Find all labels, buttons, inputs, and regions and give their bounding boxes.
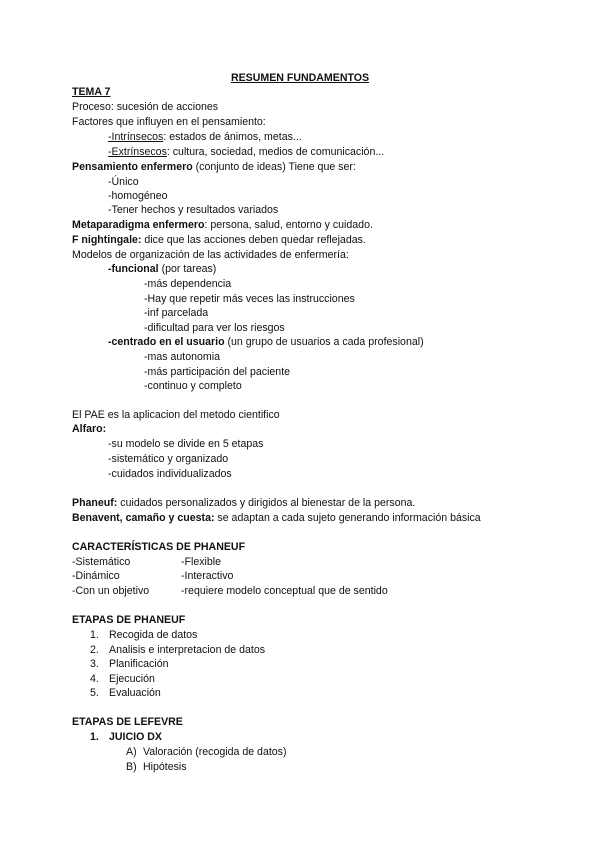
funcional-item: -más dependencia <box>144 278 232 290</box>
pensamiento-item: -Tener hechos y resultados variados <box>108 204 279 216</box>
list-number: 1. <box>90 629 99 641</box>
funcional-item: -dificultad para ver los riesgos <box>144 322 285 334</box>
usuario-item: -mas autonomia <box>144 351 220 363</box>
modelos-intro: Modelos de organización de las actividades de enfermería: <box>72 249 349 261</box>
etapa-phaneuf-item <box>90 657 168 672</box>
etapa-phaneuf-item <box>90 686 161 701</box>
funcional-line <box>108 262 216 277</box>
pensamiento-line <box>72 160 356 175</box>
list-text: JUICIO DX <box>109 731 162 743</box>
caracteristica-left: -Sistemático <box>72 556 131 568</box>
extrinsecos-label: -Extrínsecos <box>108 146 167 158</box>
funcional-text: (por tareas) <box>158 263 217 275</box>
phaneuf-label: Phaneuf: <box>72 497 118 509</box>
alfaro-item: -cuidados individualizados <box>108 468 232 480</box>
funcional-label: -funcional <box>108 263 159 275</box>
nightingale-label: F nightingale: <box>72 234 142 246</box>
nightingale-line <box>72 233 366 248</box>
caracteristica-right: -requiere modelo conceptual que de sentido <box>181 585 388 597</box>
lefevre-item <box>90 730 162 745</box>
list-text: Recogida de datos <box>109 629 198 641</box>
lefevre-subitem <box>126 745 287 760</box>
alfaro-item: -sistemático y organizado <box>108 453 229 465</box>
list-text: Ejecución <box>109 673 155 685</box>
list-text: Planificación <box>109 658 169 670</box>
pensamiento-label: Pensamiento enfermero <box>72 161 193 173</box>
intrinsecos-text: : estados de ánimos, metas... <box>163 131 302 143</box>
funcional-item: -inf parcelada <box>144 307 209 319</box>
list-text: Analisis e interpretacion de datos <box>109 644 266 656</box>
list-text: Evaluación <box>109 687 161 699</box>
etapas-phaneuf-heading: ETAPAS DE PHANEUF <box>72 614 186 626</box>
pensamiento-item: -Único <box>108 176 139 188</box>
etapa-phaneuf-item <box>90 643 265 658</box>
factores-intro: Factores que influyen en el pensamiento: <box>72 116 266 128</box>
list-text: Valoración (recogida de datos) <box>143 746 287 758</box>
funcional-item: -Hay que repetir más veces las instrucciones <box>144 293 355 305</box>
list-number: 2. <box>90 644 99 656</box>
pensamiento-item: -homogéneo <box>108 190 168 202</box>
caracteristica-right: -Flexible <box>181 556 222 568</box>
usuario-item: -continuo y completo <box>144 380 242 392</box>
factor-intrinsecos <box>108 130 302 145</box>
factor-extrinsecos <box>108 145 384 160</box>
caracteristica-left: -Dinámico <box>72 570 120 582</box>
pensamiento-text: (conjunto de ideas) Tiene que ser: <box>192 161 356 173</box>
usuario-line <box>108 335 424 350</box>
caracteristica-left: -Con un objetivo <box>72 585 150 597</box>
tema-heading: TEMA 7 <box>72 86 111 98</box>
proceso-line: Proceso: sucesión de acciones <box>72 101 219 113</box>
phaneuf-line <box>72 496 415 511</box>
list-letter: B) <box>126 761 137 773</box>
etapas-lefevre-heading: ETAPAS DE LEFEVRE <box>72 716 183 728</box>
list-number: 5. <box>90 687 99 699</box>
list-letter: A) <box>126 746 137 758</box>
document-title: RESUMEN FUNDAMENTOS <box>230 72 370 84</box>
list-text: Hipótesis <box>143 761 187 773</box>
metaparadigma-text: : persona, salud, entorno y cuidado. <box>204 219 373 231</box>
usuario-text: (un grupo de usuarios a cada profesional) <box>224 336 424 348</box>
pae-line: El PAE es la aplicacion del metodo cientifico <box>72 409 280 421</box>
list-number: 3. <box>90 658 99 670</box>
usuario-item: -más participación del paciente <box>144 366 291 378</box>
usuario-label: -centrado en el usuario <box>108 336 225 348</box>
alfaro-item: -su modelo se divide en 5 etapas <box>108 438 264 450</box>
phaneuf-text: cuidados personalizados y dirigidos al bienestar de la persona. <box>117 497 416 509</box>
metaparadigma-line <box>72 218 373 233</box>
alfaro-label: Alfaro: <box>72 423 107 435</box>
benavent-label: Benavent, camaño y cuesta: <box>72 512 215 524</box>
caracteristica-right: -Interactivo <box>181 570 234 582</box>
lefevre-subitem <box>126 760 187 775</box>
caracteristicas-heading: CARACTERÍSTICAS DE PHANEUF <box>72 541 246 553</box>
benavent-text: se adaptan a cada sujeto generando información básica <box>214 512 481 524</box>
list-number: 1. <box>90 731 99 743</box>
intrinsecos-label: -Intrínsecos <box>108 131 164 143</box>
extrinsecos-text: : cultura, sociedad, medios de comunicación... <box>166 146 385 158</box>
etapa-phaneuf-item <box>90 672 155 687</box>
metaparadigma-label: Metaparadigma enfermero <box>72 219 205 231</box>
nightingale-text: dice que las acciones deben quedar reflejadas. <box>141 234 366 246</box>
benavent-line <box>72 511 481 526</box>
etapa-phaneuf-item <box>90 628 197 643</box>
list-number: 4. <box>90 673 99 685</box>
